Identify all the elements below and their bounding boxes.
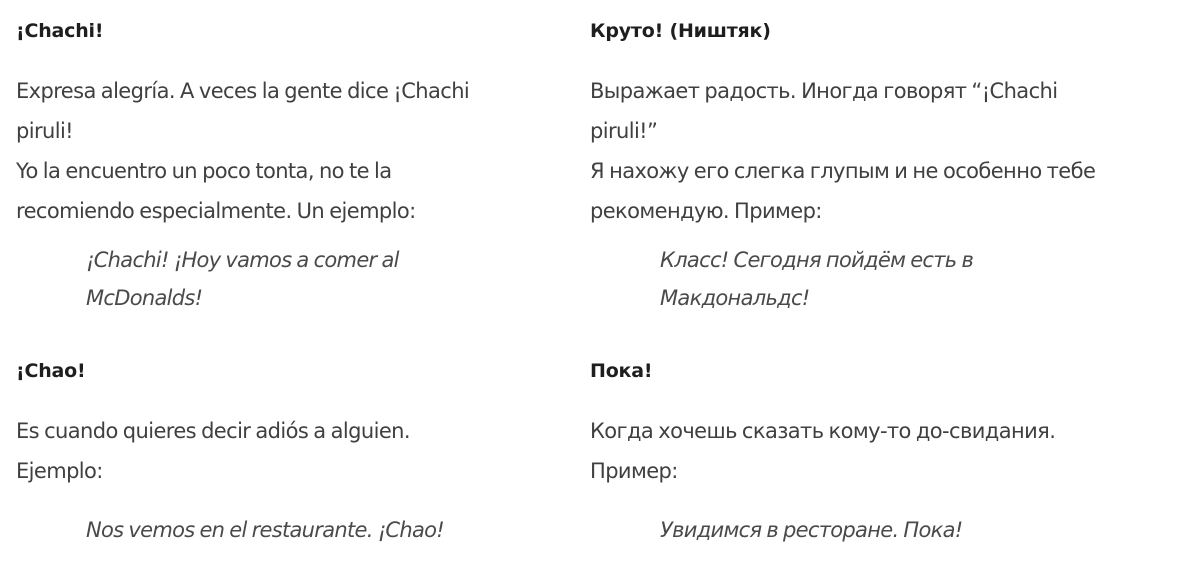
description-line: Es cuando quieres decir adiós a alguien. — [16, 419, 410, 443]
russian-term-heading: Пока! — [590, 360, 653, 382]
description-line: piruli! — [16, 119, 73, 143]
russian-term-heading: Круто! (Ништяк) — [590, 20, 771, 42]
spanish-term-heading: ¡Chachi! — [16, 20, 104, 42]
spanish-term-example — [86, 241, 556, 317]
description-line: рекомендую. Пример: — [590, 199, 822, 223]
description-line: Выражает радость. Иногда говорят “¡Chachi — [590, 79, 1058, 103]
spanish-term-description — [16, 411, 556, 491]
description-line: Ejemplo: — [16, 459, 103, 483]
russian-entry-poka — [590, 358, 1165, 549]
example-line: ¡Chachi! ¡Hoy vamos a comer al — [86, 248, 399, 272]
spanish-entry-chachi — [16, 18, 556, 317]
spanish-entry-chao — [16, 358, 556, 549]
description-line: Когда хочешь сказать кому-то до-свидания. — [590, 419, 1056, 443]
example-line: Nos vemos en el restaurante. ¡Chao! — [86, 518, 445, 542]
russian-term-example — [660, 511, 1165, 549]
description-line: Я нахожу его слегка глупым и не особенно тебе — [590, 159, 1096, 183]
russian-term-example — [660, 241, 1165, 317]
example-line: Макдональдс! — [660, 286, 810, 310]
description-line: Yo la encuentro un poco tonta, no te la — [16, 159, 392, 183]
description-line: recomiendo especialmente. Un ejemplo: — [16, 199, 416, 223]
spanish-term-example — [86, 511, 556, 549]
russian-term-description — [590, 71, 1165, 231]
example-line: Класс! Сегодня пойдём есть в — [660, 248, 974, 272]
spanish-term-description — [16, 71, 556, 231]
spanish-term-heading: ¡Chao! — [16, 360, 86, 382]
description-line: Expresa alegría. A veces la gente dice ¡Chachi — [16, 79, 470, 103]
example-line: Увидимся в ресторане. Пока! — [660, 518, 963, 542]
description-line: piruli!” — [590, 119, 658, 143]
description-line: Пример: — [590, 459, 678, 483]
russian-entry-kruto — [590, 18, 1165, 317]
example-line: McDonalds! — [86, 286, 203, 310]
russian-term-description — [590, 411, 1165, 491]
